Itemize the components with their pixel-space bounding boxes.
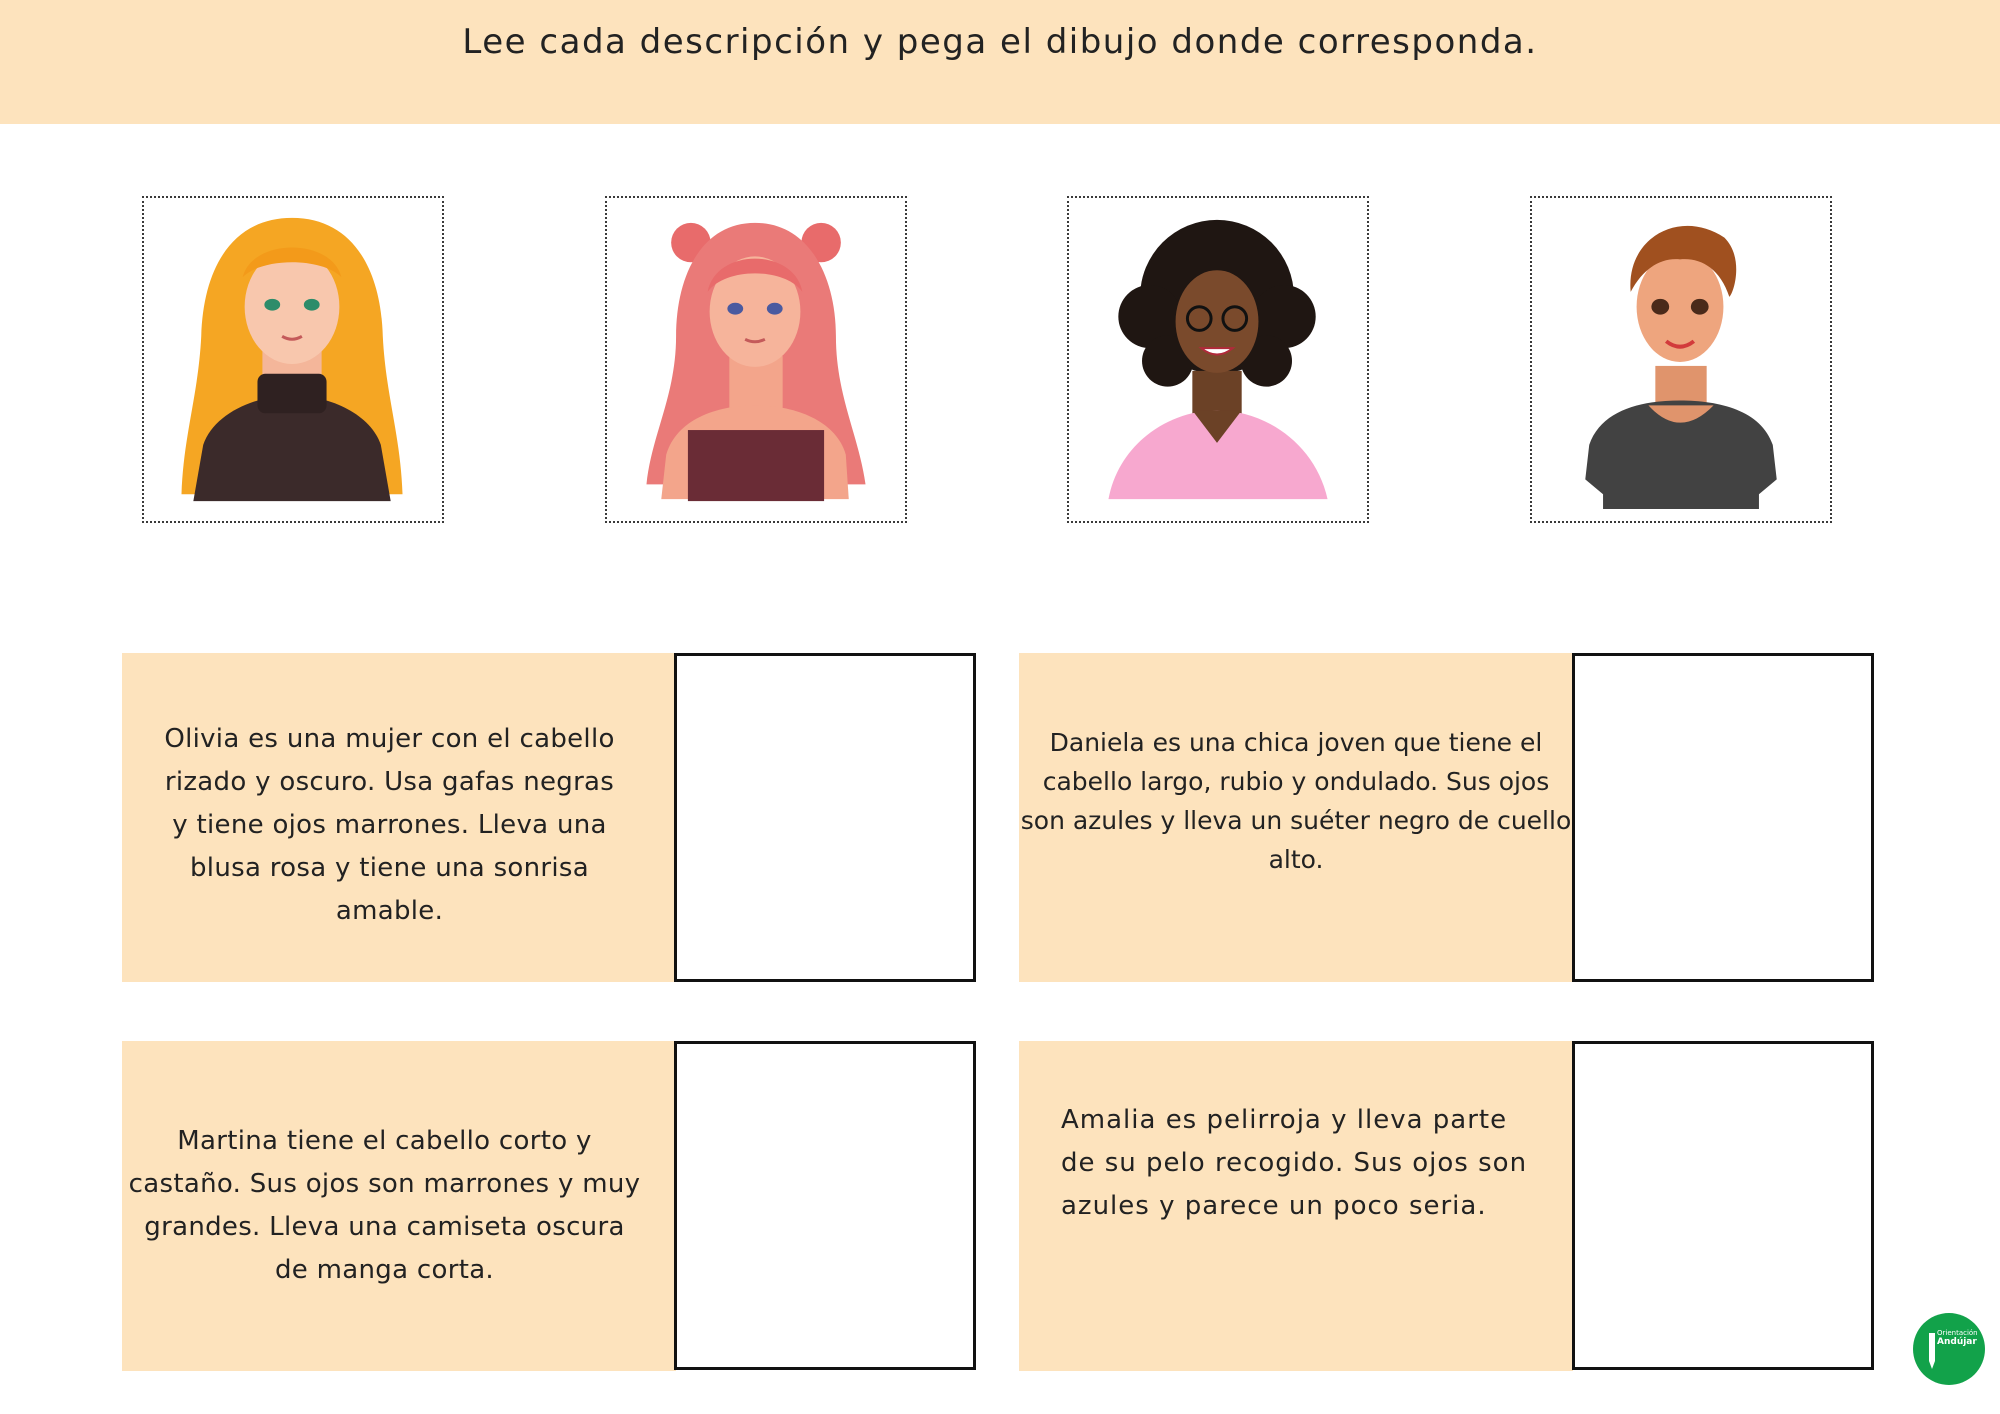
description-panel-daniela — [1019, 653, 1573, 982]
description-panel-olivia — [122, 653, 676, 982]
description-line: alto. — [1268, 845, 1324, 874]
description-line: amable. — [335, 896, 444, 926]
pencil-icon — [1913, 1313, 1985, 1385]
header-banner — [0, 0, 2000, 124]
page-title: Lee cada descripción y pega el dibujo donde corresponda. — [462, 22, 1538, 62]
blonde-girl-illustration — [144, 198, 442, 521]
logo-line-1: Orientación — [1937, 1329, 1978, 1337]
description-amalia — [1061, 1099, 1551, 1228]
cutout-card-short-hair[interactable] — [1530, 196, 1832, 523]
logo-text — [1937, 1329, 1979, 1347]
paste-box-olivia[interactable] — [674, 653, 976, 982]
description-line: cabello largo, rubio y ondulado. Sus ojos — [1042, 767, 1550, 796]
description-olivia — [122, 718, 657, 933]
curly-haired-woman-illustration — [1069, 198, 1367, 521]
description-martina — [122, 1120, 647, 1292]
description-line: Martina tiene el cabello corto y — [177, 1126, 592, 1156]
logo-line-2: Andújar — [1937, 1337, 1977, 1347]
short-brown-haired-girl-illustration — [1532, 198, 1830, 521]
description-daniela — [1007, 723, 1585, 879]
description-line: son azules y lleva un suéter negro de cuello — [1020, 806, 1572, 835]
cutout-card-pink-hair[interactable] — [605, 196, 907, 523]
cutout-card-blonde[interactable] — [142, 196, 444, 523]
description-line: de su pelo recogido. Sus ojos son — [1061, 1148, 1528, 1178]
paste-box-martina[interactable] — [674, 1041, 976, 1370]
description-line: grandes. Lleva una camiseta oscura — [144, 1212, 625, 1242]
paste-box-daniela[interactable] — [1572, 653, 1874, 982]
description-line: rizado y oscuro. Usa gafas negras — [164, 767, 615, 797]
description-panel-martina — [122, 1041, 676, 1371]
description-line: Amalia es pelirroja y lleva parte — [1061, 1105, 1508, 1135]
orientacion-andujar-logo — [1913, 1313, 1985, 1385]
description-line: Daniela es una chica joven que tiene el — [1049, 728, 1543, 757]
description-line: blusa rosa y tiene una sonrisa — [190, 853, 589, 883]
description-line: de manga corta. — [275, 1255, 494, 1285]
description-line: castaño. Sus ojos son marrones y muy — [128, 1169, 641, 1199]
description-panel-amalia — [1019, 1041, 1573, 1371]
paste-box-amalia[interactable] — [1572, 1041, 1874, 1370]
description-line: azules y parece un poco seria. — [1061, 1191, 1487, 1221]
cutout-card-curly-hair[interactable] — [1067, 196, 1369, 523]
pink-haired-girl-illustration — [607, 198, 905, 521]
description-line: y tiene ojos marrones. Lleva una — [172, 810, 607, 840]
description-line: Olivia es una mujer con el cabello — [164, 724, 615, 754]
